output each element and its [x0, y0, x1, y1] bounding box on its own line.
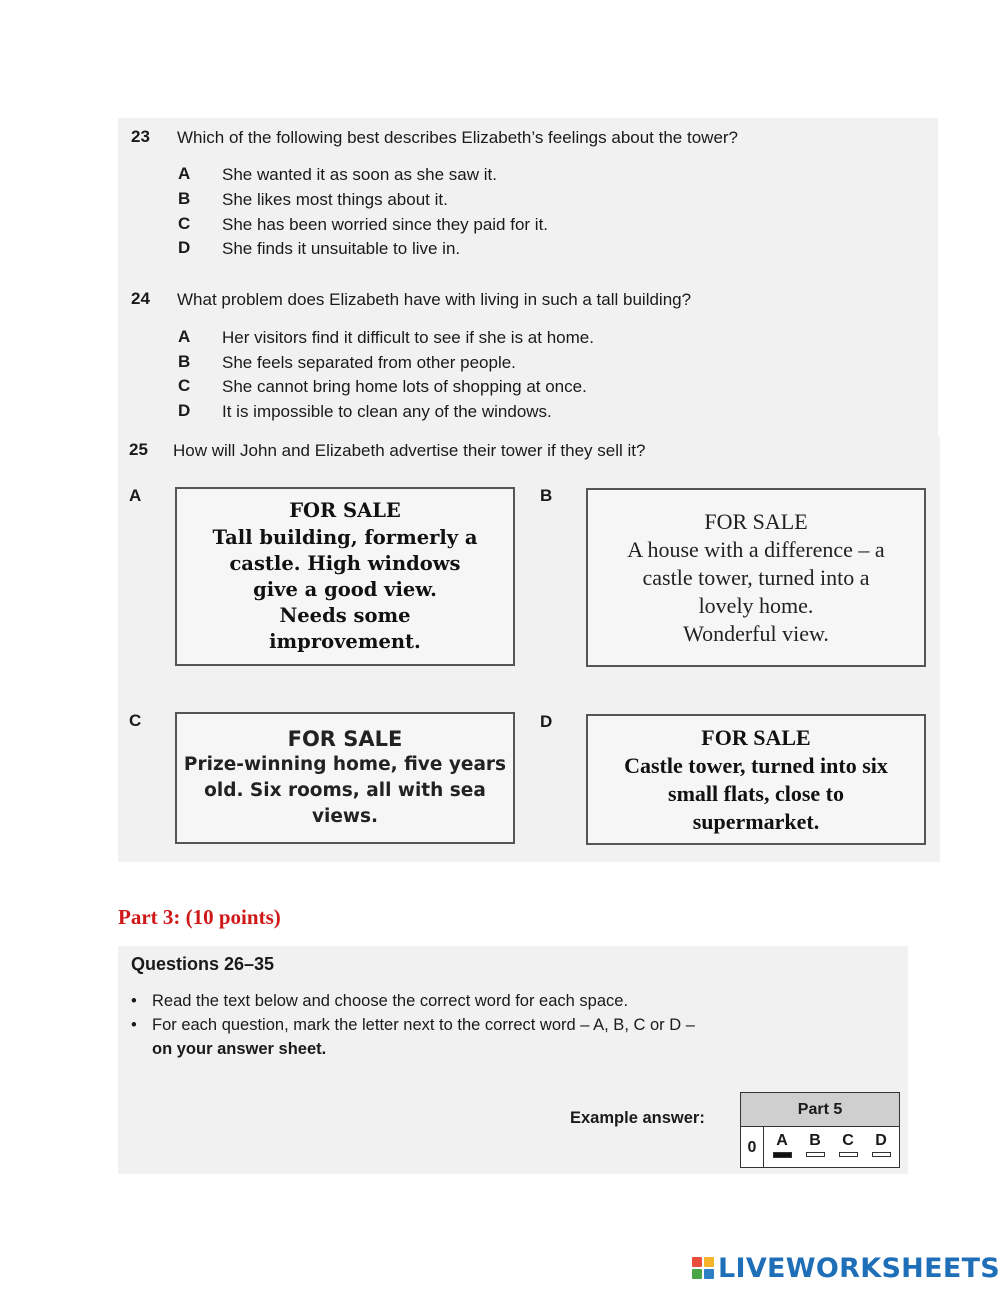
ad-b-line-1: FOR SALE	[704, 508, 808, 534]
question-24-text: What problem does Elizabeth have with living in such a tall building?	[177, 290, 692, 309]
answer-mark-empty	[806, 1152, 825, 1157]
answer-mark-filled	[773, 1152, 792, 1158]
ad-b-box[interactable]	[586, 488, 926, 667]
q23-option-d-letter[interactable]: D	[178, 238, 191, 257]
q23-option-c-letter[interactable]: C	[178, 214, 191, 233]
answer-option-b	[804, 1133, 826, 1157]
ad-a-letter[interactable]: A	[129, 486, 142, 505]
ad-b-line-5: Wonderful view.	[683, 620, 829, 646]
ad-a-line-2: Tall building, formerly a	[212, 526, 478, 549]
q24-option-b-letter[interactable]: B	[178, 352, 191, 371]
ad-d-line-1: FOR SALE	[701, 724, 811, 750]
ad-c-line-4: views.	[311, 806, 379, 827]
q24-option-a-letter[interactable]: A	[178, 327, 191, 346]
ad-c-line-2: Prize-winning home, five years	[183, 754, 507, 775]
ad-d-line-3: small flats, close to	[668, 780, 844, 806]
answer-mark-empty	[872, 1152, 891, 1157]
ad-a-box[interactable]	[175, 487, 515, 666]
answer-letter-a: A	[776, 1132, 788, 1149]
answer-letter-c: C	[842, 1132, 854, 1149]
bullet-dot: •	[131, 992, 137, 1010]
questions-heading: Questions 26–35	[131, 954, 275, 974]
logo-icon	[692, 1257, 714, 1279]
instruction-1-text: Read the text below and choose the correct word for each space.	[152, 992, 629, 1010]
instruction-2-line-2: on your answer sheet.	[152, 1040, 327, 1058]
q24-option-d-text[interactable]: It is impossible to clean any of the windows.	[222, 402, 552, 421]
question-25-number: 25	[129, 440, 148, 459]
ad-a-line-1: FOR SALE	[289, 499, 401, 522]
ad-d-box[interactable]	[586, 714, 926, 845]
q23-option-a-letter[interactable]: A	[178, 164, 191, 183]
answer-mark-empty	[839, 1152, 858, 1157]
ad-c-box[interactable]	[175, 712, 515, 844]
ad-a-line-6: improvement.	[269, 630, 421, 653]
example-answer-label: Example answer:	[570, 1109, 705, 1127]
ad-c-letter[interactable]: C	[129, 711, 142, 730]
question-25-text: How will John and Elizabeth advertise their tower if they sell it?	[173, 441, 646, 460]
question-24-number: 24	[131, 289, 150, 308]
q24-option-b-text[interactable]: She feels separated from other people.	[222, 353, 516, 372]
answer-letter-b: B	[809, 1132, 821, 1149]
ad-b-line-4: lovely home.	[698, 592, 814, 618]
instruction-2-line-1: For each question, mark the letter next to the correct word – A, B, C or D –	[152, 1016, 695, 1034]
answer-sheet-header: Part 5	[741, 1093, 899, 1127]
ad-b-line-2: A house with a difference – a	[627, 536, 885, 562]
ad-d-line-4: supermarket.	[692, 808, 820, 834]
answer-option-c	[837, 1133, 859, 1157]
answer-row-number: 0	[741, 1127, 764, 1168]
q23-option-b-text[interactable]: She likes most things about it.	[222, 190, 448, 209]
q23-option-b-letter[interactable]: B	[178, 189, 191, 208]
ad-d-letter[interactable]: D	[540, 712, 553, 731]
ad-d-line-2: Castle tower, turned into six	[624, 752, 888, 778]
ad-a-line-4: give a good view.	[253, 578, 437, 601]
ad-b-letter[interactable]: B	[540, 486, 553, 505]
ad-a-line-5: Needs some	[279, 604, 411, 627]
ad-c-line-1: FOR SALE	[287, 727, 403, 751]
question-23-text: Which of the following best describes Elizabeth’s feelings about the tower?	[177, 128, 739, 147]
q23-option-c-text[interactable]: She has been worried since they paid for it.	[222, 215, 549, 234]
answer-option-a	[771, 1133, 793, 1158]
q24-option-c-letter[interactable]: C	[178, 376, 191, 395]
logo-text: LIVEWORKSHEETS	[718, 1252, 1000, 1284]
instruction-bullet-2	[131, 1013, 695, 1061]
answer-option-d	[870, 1133, 892, 1157]
q23-option-d-text[interactable]: She finds it unsuitable to live in.	[222, 239, 461, 258]
ad-b-line-3: castle tower, turned into a	[642, 564, 870, 590]
liveworksheets-logo	[692, 1253, 1000, 1283]
instruction-bullet-1	[131, 989, 629, 1013]
q24-option-d-letter[interactable]: D	[178, 401, 191, 420]
ad-a-line-3: castle. High windows	[229, 552, 461, 575]
answer-letter-d: D	[875, 1132, 887, 1149]
bullet-dot: •	[131, 1016, 137, 1034]
part-3-title: Part 3: (10 points)	[118, 905, 281, 929]
example-answer-sheet	[740, 1092, 900, 1168]
q23-option-a-text[interactable]: She wanted it as soon as she saw it.	[222, 165, 497, 184]
q24-option-a-text[interactable]: Her visitors find it difficult to see if she is at home.	[222, 328, 594, 347]
ad-c-line-3: old. Six rooms, all with sea	[204, 780, 486, 801]
q24-option-c-text[interactable]: She cannot bring home lots of shopping at once.	[222, 377, 587, 396]
question-23-number: 23	[131, 127, 150, 146]
